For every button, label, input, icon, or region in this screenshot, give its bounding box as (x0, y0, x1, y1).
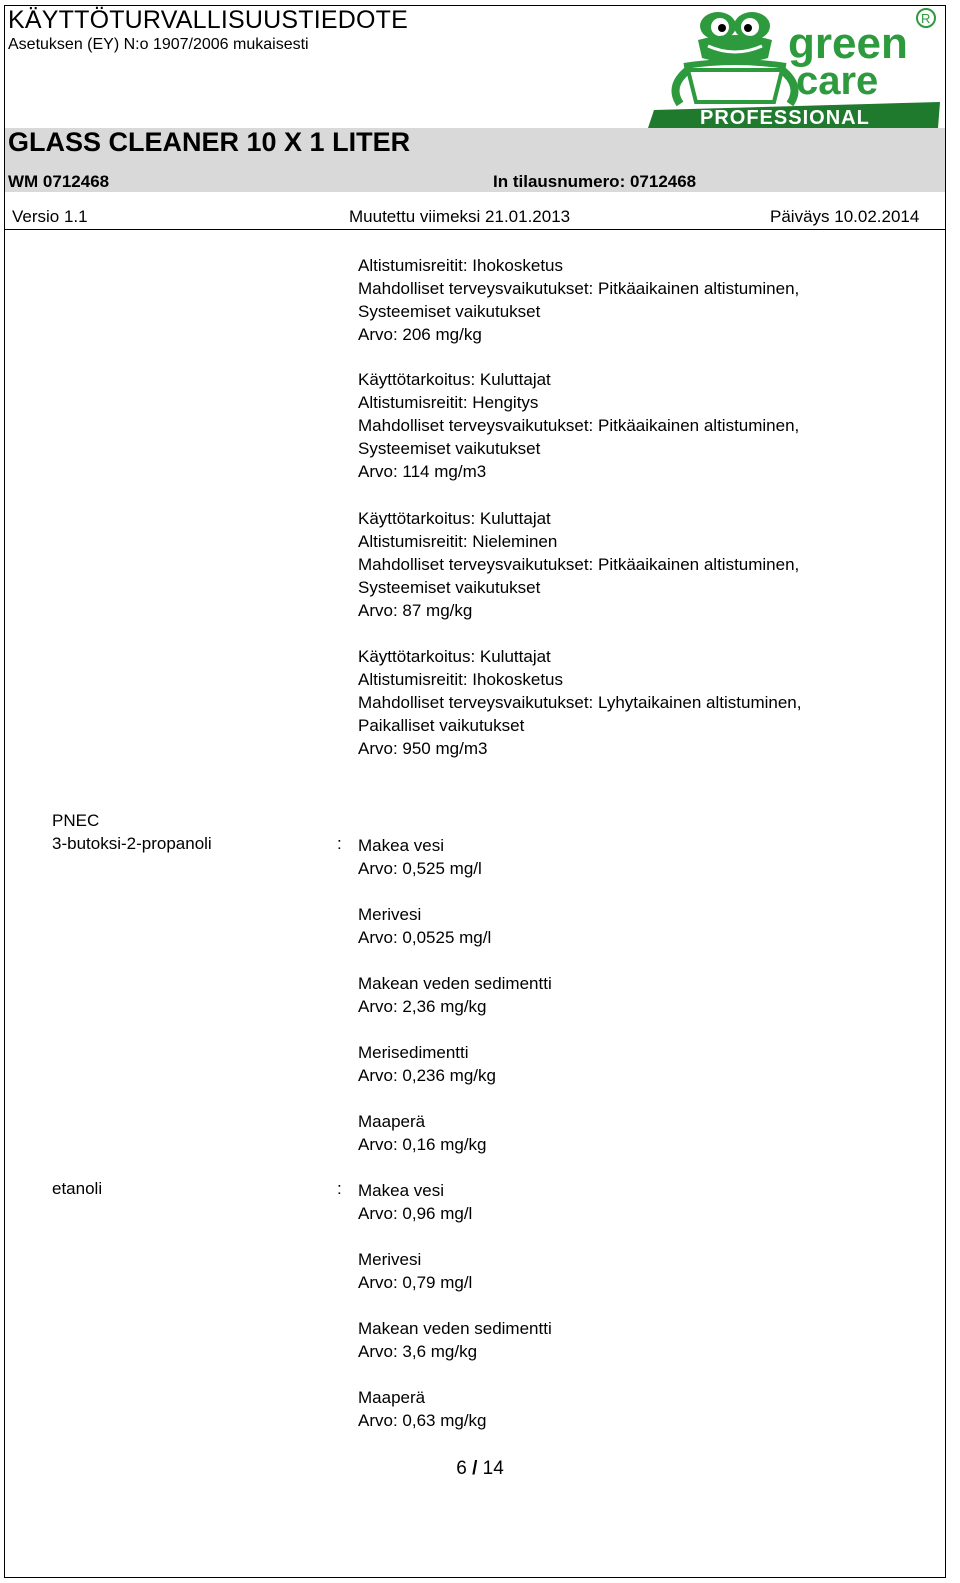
pnec-compartment: Maaperä (358, 1112, 426, 1131)
product-name: GLASS CLEANER 10 X 1 LITER (8, 127, 411, 157)
pnec-entry (358, 1386, 487, 1432)
dnel-line: Arvo: 87 mg/kg (358, 601, 473, 620)
green-care-professional-logo (648, 6, 944, 128)
wm-number: WM 0712468 (8, 172, 110, 191)
substance-name: etanoli (52, 1179, 103, 1198)
pnec-heading: PNEC (52, 811, 100, 830)
pnec-compartment: Merivesi (358, 1250, 422, 1269)
regulation-subtitle: Asetuksen (EY) N:o 1907/2006 mukaisesti (8, 36, 309, 53)
pnec-entry (358, 972, 552, 1018)
dnel-line: Käyttötarkoitus: Kuluttajat (358, 647, 551, 666)
pnec-compartment: Merisedimentti (358, 1043, 469, 1062)
pnec-entry (358, 1179, 472, 1225)
pnec-value: Arvo: 0,525 mg/l (358, 859, 482, 878)
total-pages: 14 (482, 1458, 504, 1479)
pnec-value: Arvo: 0,0525 mg/l (358, 928, 492, 947)
pnec-compartment: Makea vesi (358, 1181, 444, 1200)
pnec-entry (358, 834, 482, 880)
dnel-line: Systeemiset vaikutukset (358, 578, 541, 597)
version: Versio 1.1 (12, 207, 88, 226)
pnec-compartment: Makea vesi (358, 836, 444, 855)
pnec-value: Arvo: 2,36 mg/kg (358, 997, 487, 1016)
dnel-line: Systeemiset vaikutukset (358, 302, 541, 321)
dnel-line: Altistumisreitit: Ihokosketus (358, 256, 564, 275)
document-title: KÄYTTÖTURVALLISUUSTIEDOTE (8, 6, 408, 34)
logo-banner-professional: PROFESSIONAL (700, 107, 870, 128)
current-page: 6 (456, 1458, 467, 1479)
page-number (0, 1458, 960, 1480)
pnec-value: Arvo: 0,79 mg/l (358, 1273, 473, 1292)
frog-icon (676, 12, 795, 104)
dnel-line: Mahdolliset terveysvaikutukset: Pitkäaikainen altistuminen, (358, 416, 800, 435)
modified-date: Muutettu viimeksi 21.01.2013 (349, 207, 571, 226)
colon: : (337, 834, 342, 853)
order-number: In tilausnumero: 0712468 (493, 172, 697, 191)
logo-word-green: green (788, 19, 908, 68)
dnel-line: Käyttötarkoitus: Kuluttajat (358, 509, 551, 528)
dnel-line: Käyttötarkoitus: Kuluttajat (358, 370, 551, 389)
dnel-block (358, 645, 801, 760)
dnel-line: Mahdolliset terveysvaikutukset: Pitkäaikainen altistuminen, (358, 279, 800, 298)
print-date: Päiväys 10.02.2014 (770, 207, 920, 226)
dnel-line: Altistumisreitit: Nieleminen (358, 532, 558, 551)
pnec-value: Arvo: 0,236 mg/kg (358, 1066, 496, 1085)
pnec-entry (358, 1110, 487, 1156)
dnel-line: Systeemiset vaikutukset (358, 439, 541, 458)
dnel-line: Altistumisreitit: Hengitys (358, 393, 539, 412)
pnec-entry (358, 1248, 472, 1294)
page-separator: / (472, 1458, 478, 1479)
dnel-block (358, 368, 799, 483)
logo-word-care: care (796, 59, 879, 103)
pnec-value: Arvo: 0,96 mg/l (358, 1204, 473, 1223)
dnel-line: Arvo: 206 mg/kg (358, 325, 482, 344)
registered-mark: R (921, 11, 931, 26)
header-divider (5, 229, 945, 230)
dnel-line: Arvo: 114 mg/m3 (358, 462, 487, 481)
dnel-line: Paikalliset vaikutukset (358, 716, 525, 735)
pnec-entry (358, 1041, 496, 1087)
dnel-block (358, 507, 799, 622)
pnec-value: Arvo: 0,63 mg/kg (358, 1411, 487, 1430)
pnec-value: Arvo: 0,16 mg/kg (358, 1135, 487, 1154)
pnec-value: Arvo: 3,6 mg/kg (358, 1342, 478, 1361)
pnec-compartment: Makean veden sedimentti (358, 974, 552, 993)
dnel-line: Mahdolliset terveysvaikutukset: Lyhytaikainen altistuminen, (358, 693, 802, 712)
pnec-compartment: Makean veden sedimentti (358, 1319, 552, 1338)
pnec-compartment: Merivesi (358, 905, 422, 924)
dnel-block (358, 254, 799, 346)
dnel-line: Arvo: 950 mg/m3 (358, 739, 488, 758)
dnel-line: Mahdolliset terveysvaikutukset: Pitkäaikainen altistuminen, (358, 555, 800, 574)
pnec-entry (358, 1317, 552, 1363)
dnel-line: Altistumisreitit: Ihokosketus (358, 670, 564, 689)
pnec-entry (358, 903, 491, 949)
colon: : (337, 1179, 342, 1198)
substance-name: 3-butoksi-2-propanoli (52, 834, 212, 853)
pnec-compartment: Maaperä (358, 1388, 426, 1407)
